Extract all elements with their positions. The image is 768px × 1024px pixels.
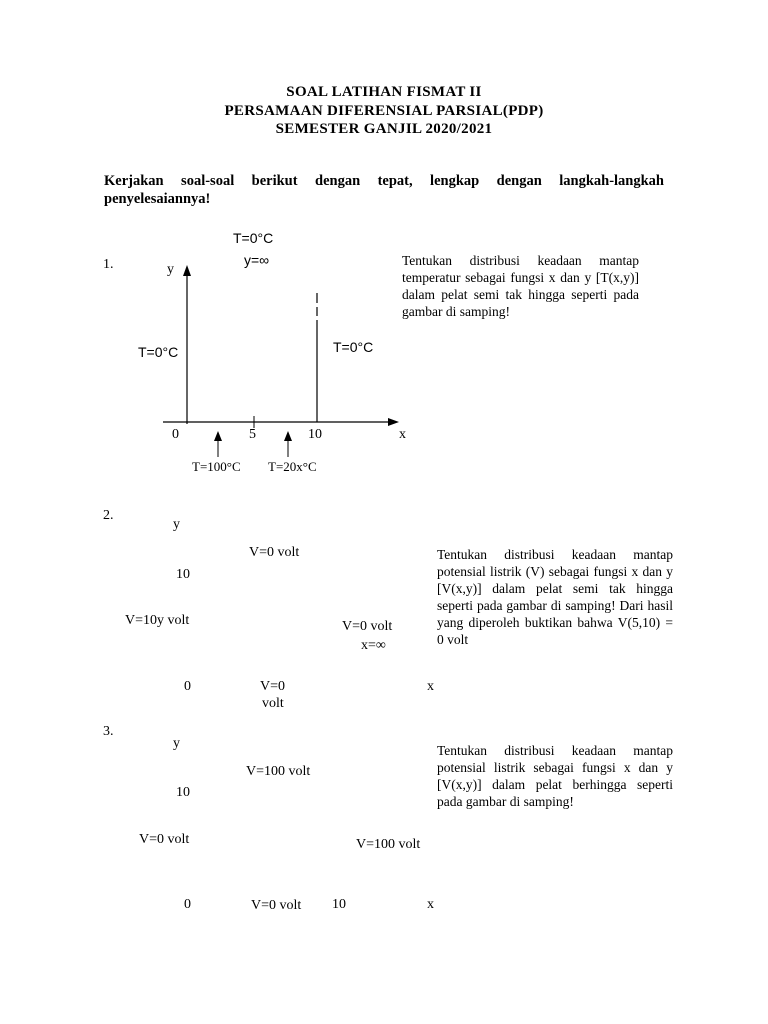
p3-origin-label: 0 xyxy=(184,897,191,912)
p1-arrow-100-head xyxy=(214,431,222,441)
p3-left-potential: V=0 volt xyxy=(139,832,190,847)
problem-2-text: Tentukan distribusi keadaan mantap potensial listrik (V) sebagai fungsi x dan y [V(x,y)] dalam pelat semi tak hingga seperti pada gambar di samping! Dari hasil yang diperoleh buktikan bahwa V(5,10) = 0 volt xyxy=(437,547,673,647)
p2-ten-label: 10 xyxy=(176,567,190,582)
p3-y-axis-label: y xyxy=(173,736,180,751)
p3-ten-x-label: 10 xyxy=(332,897,346,912)
p1-top-temp: T=0°C xyxy=(233,230,274,246)
problem-2-number: 2. xyxy=(103,508,114,523)
doc-title-line-1: SOAL LATIHAN FISMAT II xyxy=(286,84,482,100)
p1-arrow-20x-head xyxy=(284,431,292,441)
instruction-line-1: Kerjakan soal-soal berikut dengan tepat, lengkap dengan langkah-langkah xyxy=(104,173,664,189)
p2-right-potential: V=0 volt xyxy=(342,619,393,634)
problem-1-text: Tentukan distribusi keadaan mantap temperatur sebagai fungsi x dan y [T(x,y)] dalam pelat semi tak hingga seperti pada gambar di samping! xyxy=(402,253,639,319)
p1-y-infinity: y=∞ xyxy=(244,252,270,268)
p3-right-potential: V=100 volt xyxy=(356,837,421,852)
p1-y-axis-label: y xyxy=(167,262,174,277)
doc-title-line-2: PERSAMAAN DIFERENSIAL PARSIAL(PDP) xyxy=(224,103,544,119)
p1-right-temp: T=0°C xyxy=(333,339,374,355)
p1-y-axis-arrow xyxy=(183,265,191,276)
p1-origin-label: 0 xyxy=(172,427,179,442)
p1-bottom-right-temp: T=20x°C xyxy=(268,459,317,474)
p1-bottom-left-temp: T=100°C xyxy=(192,459,241,474)
p1-left-temp: T=0°C xyxy=(138,344,179,360)
p3-bottom-potential: V=0 volt xyxy=(251,898,302,913)
p3-ten-label: 10 xyxy=(176,785,190,800)
p1-tick-10-label: 10 xyxy=(308,427,322,442)
p1-x-axis-arrow xyxy=(388,418,399,426)
p2-bottom-potential-line-1: V=0 xyxy=(260,679,286,694)
p1-tick-5-label: 5 xyxy=(249,427,256,442)
problem-3-number: 3. xyxy=(103,724,114,739)
p1-x-axis-label: x xyxy=(399,427,406,442)
p2-bottom-potential-line-2: volt xyxy=(262,696,284,711)
p3-x-axis-label: x xyxy=(427,897,434,912)
p2-x-axis-label: x xyxy=(427,679,434,694)
p2-y-axis-label: y xyxy=(173,517,180,532)
p2-x-infinity: x=∞ xyxy=(361,638,386,653)
instruction-line-2: penyelesaiannya! xyxy=(104,191,211,207)
p2-origin-label: 0 xyxy=(184,679,191,694)
p2-top-potential: V=0 volt xyxy=(249,545,300,560)
problem-1-number: 1. xyxy=(103,257,114,272)
p3-top-potential: V=100 volt xyxy=(246,764,311,779)
problem-3-text: Tentukan distribusi keadaan mantap potensial listrik sebagai fungsi x dan y [V(x,y)] dalam pelat berhingga seperti pada gambar di samping! xyxy=(437,743,673,809)
p2-left-potential: V=10y volt xyxy=(125,613,190,628)
doc-title-line-3: SEMESTER GANJIL 2020/2021 xyxy=(275,121,493,137)
